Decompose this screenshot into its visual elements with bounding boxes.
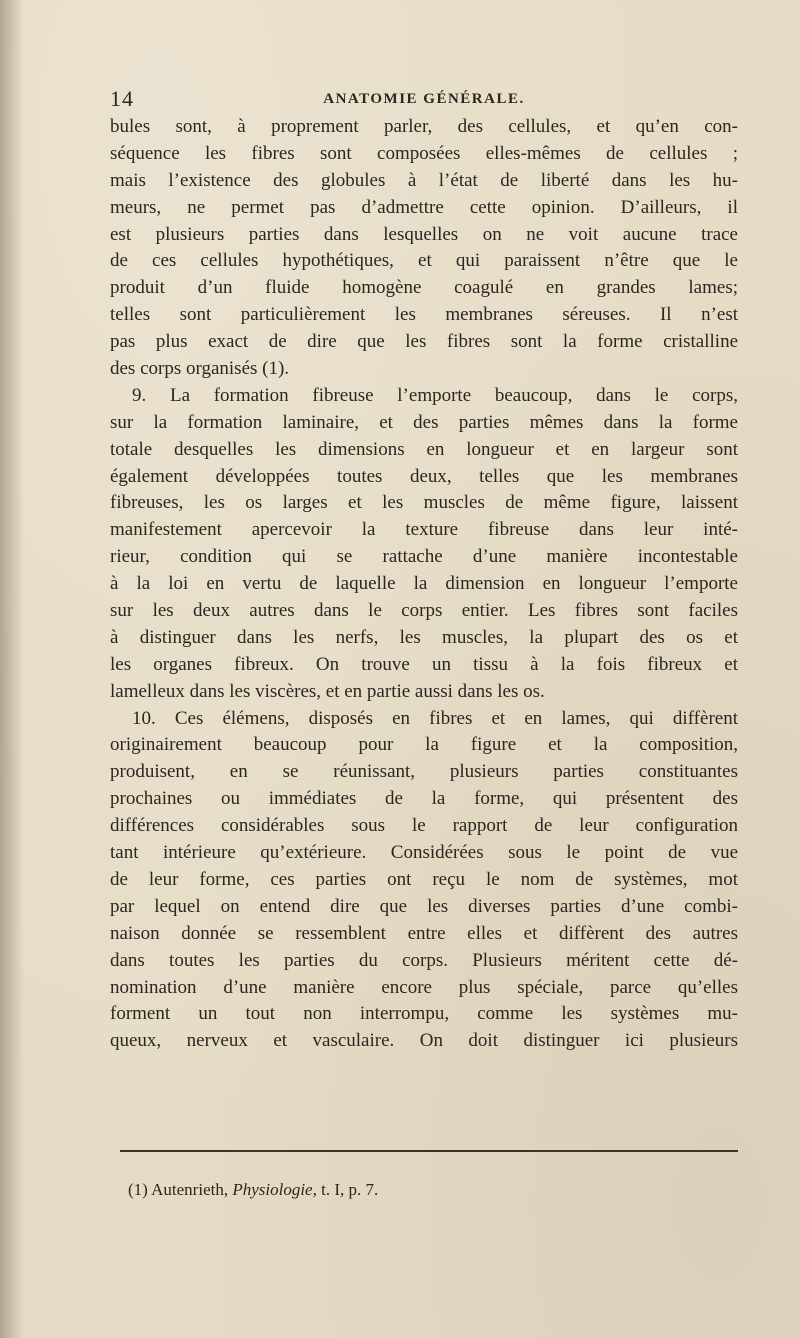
text-line: tant intérieure qu’extérieure. Considérées sous le point de vue <box>110 842 738 864</box>
text-line: nomination d’une manière encore plus spéciale, parce qu’elles <box>110 976 738 998</box>
text-line: à distinguer dans les nerfs, les muscles, la plupart des os et <box>110 626 738 648</box>
text-line: lamelleux dans les viscères, et en partie aussi dans les os. <box>110 680 545 702</box>
text-line: les organes fibreux. On trouve un tissu à la fois fibreux et <box>110 653 738 675</box>
footnote-author: Autenrieth, <box>151 1180 229 1199</box>
text-line: mais l’existence des globules à l’état de liberté dans les hu- <box>110 169 738 191</box>
footnote <box>128 1180 378 1200</box>
text-line: produisent, en se réunissant, plusieurs parties constituantes <box>110 761 738 783</box>
running-head <box>110 86 738 114</box>
text-line: telles sont particulièrement les membranes séreuses. Il n’est <box>110 304 738 326</box>
body-text <box>110 114 738 1055</box>
text-line: par lequel on entend dire que les diverses parties d’une combi- <box>110 895 738 917</box>
text-line: pas plus exact de dire que les fibres sont la forme cristalline <box>110 331 738 353</box>
text-line: à la loi en vertu de laquelle la dimension en longueur l’emporte <box>110 573 738 595</box>
text-line: de leur forme, ces parties ont reçu le nom de systèmes, mot <box>110 868 738 890</box>
text-line: meurs, ne permet pas d’admettre cette opinion. D’ailleurs, il <box>110 196 738 218</box>
footnote-work-title: Physiologie, <box>232 1180 317 1199</box>
text-line: de ces cellules hypothétiques, et qui paraissent n’être que le <box>110 250 738 272</box>
text-line: naison donnée se ressemblent entre elles et diffèrent des autres <box>110 922 738 944</box>
text-line: sur la formation laminaire, et des parties mêmes dans la forme <box>110 411 738 433</box>
text-line: différences considérables sous le rapport de leur configuration <box>110 815 738 837</box>
footnote-marker: (1) <box>128 1180 148 1199</box>
text-line: fibreuses, les os larges et les muscles de même figure, laissent <box>110 492 738 514</box>
text-line: queux, nerveux et vasculaire. On doit distinguer ici plusieurs <box>110 1030 738 1052</box>
text-line: prochaines ou immédiates de la forme, qui présentent des <box>110 788 738 810</box>
running-title: ANATOMIE GÉNÉRALE. <box>323 91 525 107</box>
text-line: séquence les fibres sont composées elles-mêmes de cellules ; <box>110 142 738 164</box>
page-gutter-shadow <box>0 0 24 1338</box>
text-line: produit d’un fluide homogène coagulé en grandes lames; <box>110 277 738 299</box>
paragraph-10-first-line: 10. Ces élémens, disposés en fibres et en lames, qui diffèrent <box>132 707 738 729</box>
text-line: des corps organisés (1). <box>110 358 290 380</box>
text-line: rieur, condition qui se rattache d’une manière incontestable <box>110 546 738 568</box>
text-line: dans toutes les parties du corps. Plusieurs méritent cette dé- <box>110 949 738 971</box>
text-line: forment un tout non interrompu, comme les systèmes mu- <box>110 1003 738 1025</box>
text-line: manifestement apercevoir la texture fibreuse dans leur inté- <box>110 519 738 541</box>
text-line: bules sont, à proprement parler, des cellules, et qu’en con- <box>110 116 738 137</box>
text-line: sur les deux autres dans le corps entier. Les fibres sont faciles <box>110 600 738 622</box>
page-number: 14 <box>110 86 134 111</box>
text-line: totale desquelles les dimensions en longueur et en largeur sont <box>110 438 738 460</box>
footnote-divider <box>120 1150 738 1152</box>
text-line: est plusieurs parties dans lesquelles on ne voit aucune trace <box>110 223 738 245</box>
footnote-reference: t. I, p. 7. <box>321 1180 379 1199</box>
paragraph-9-first-line: 9. La formation fibreuse l’emporte beaucoup, dans le corps, <box>132 384 738 406</box>
text-line: originairement beaucoup pour la figure et la composition, <box>110 734 738 756</box>
text-line: également développées toutes deux, telles que les membranes <box>110 465 738 487</box>
